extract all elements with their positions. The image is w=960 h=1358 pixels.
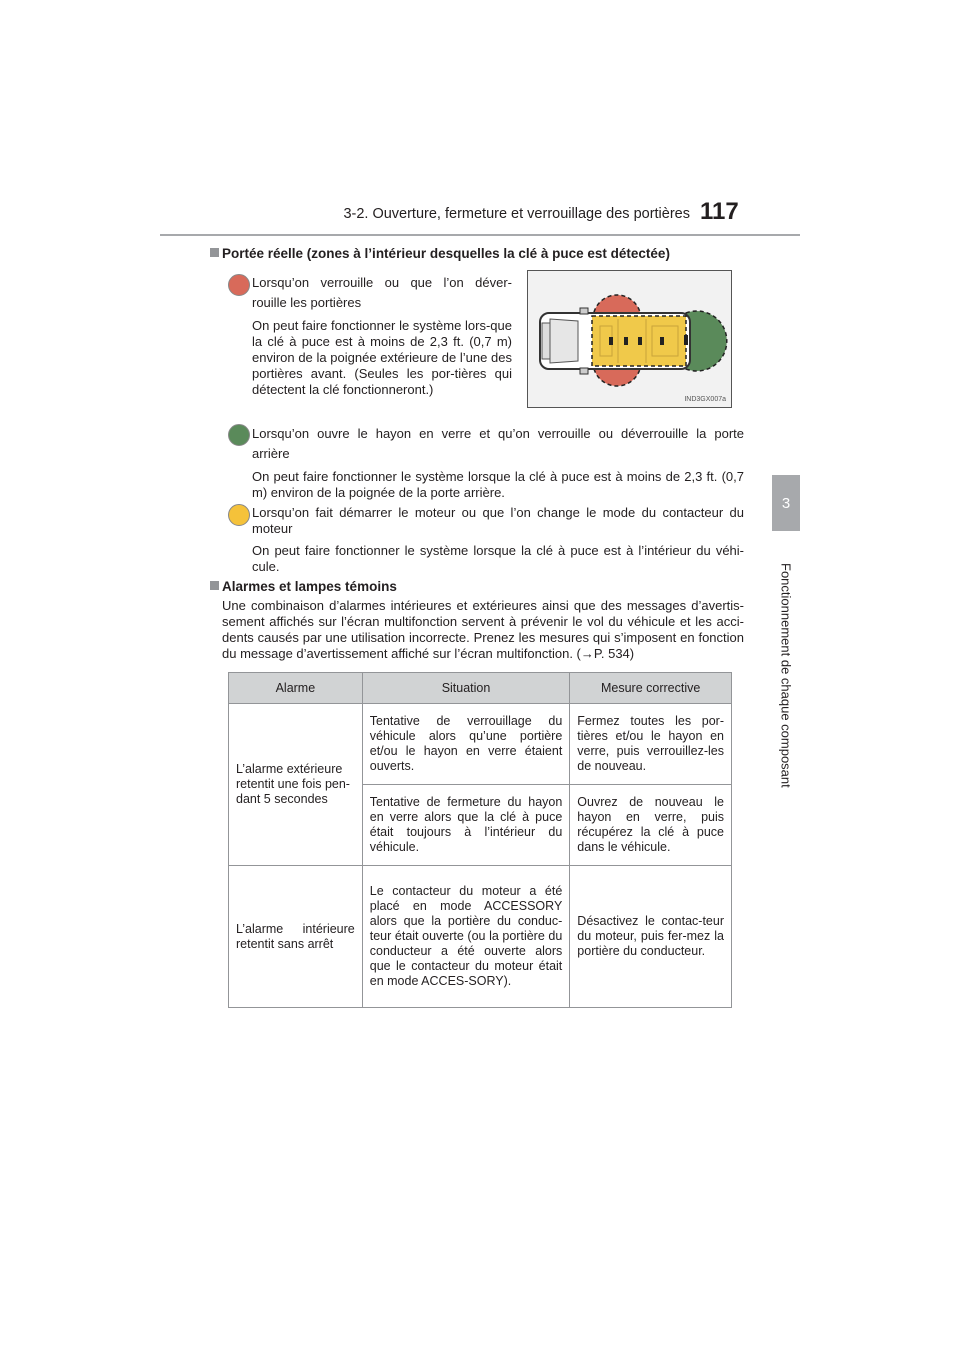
table-row <box>229 704 732 785</box>
chapter-label-text: Fonctionnement de chaque composant <box>778 562 794 788</box>
detection-range-diagram <box>527 270 732 408</box>
item-green-title-1: Lorsqu’on ouvre le hayon en verre et qu’on verrouille ou déverrouille la porte <box>252 426 744 441</box>
range-heading <box>210 246 670 261</box>
action-cell: Ouvrez de nouveau le hayon en verre, puis récupérez la clé à puce dans le véhicule. <box>570 785 732 866</box>
section-title: 3-2. Ouverture, fermeture et verrouillage des portières <box>343 206 690 222</box>
alarm-cell: L’alarme extérieure retentit une fois pen-dant 5 secondes <box>229 704 363 866</box>
item-yellow-body: On peut faire fonctionner le système lorsque la clé à puce est à l’intérieur du véhi-cule. <box>252 543 744 574</box>
alarm-heading <box>210 579 397 594</box>
alarm-table <box>228 672 732 1008</box>
green-zone-icon <box>228 424 250 446</box>
col-header-situation: Situation <box>362 673 570 704</box>
situation-cell: Tentative de fermeture du hayon en verre alors que la clé à puce était toujours à l’intérieur du véhicule. <box>362 785 570 866</box>
table-row <box>229 866 732 1008</box>
col-header-alarm: Alarme <box>229 673 363 704</box>
chapter-tab <box>772 475 800 531</box>
red-zone-icon <box>228 274 250 296</box>
item-green-body: On peut faire fonctionner le système lorsque la clé à puce est à moins de 2,3 ft. (0,7 m) environ de la poignée de la porte arrière. <box>252 469 744 500</box>
square-bullet-icon <box>210 581 219 590</box>
item-red-body: On peut faire fonctionner le système lors-que la clé à puce est à moins de 2,3 ft. (0,7 m) environ de la poignée extérieure de l’une des portières avant. (Seules les por-tières qui détectent la clé fonctionneront.) <box>252 318 512 397</box>
item-yellow-title-2: moteur <box>252 521 293 536</box>
action-cell: Fermez toutes les por-tières et/ou le hayon en verre, puis verrouillez-les de nouveau. <box>570 704 732 785</box>
chapter-label <box>772 540 800 810</box>
alarm-cell: L’alarme intérieure retentit sans arrêt <box>229 866 363 1008</box>
diagram-code: IND3GX007a <box>684 396 726 403</box>
header-divider <box>160 234 800 236</box>
situation-cell: Le contacteur du moteur a été placé en mode ACCESSORY alors que la portière du conduc-teur était ouverte (ou la portière du conducteur a été ouverte alors que le contacteur du moteur était en mode ACCES-SORY). <box>362 866 570 1008</box>
yellow-zone-icon <box>228 504 250 526</box>
alarm-heading-text: Alarmes et lampes témoins <box>222 579 397 594</box>
square-bullet-icon <box>210 248 219 257</box>
situation-cell: Tentative de verrouillage du véhicule alors qu’une portière et/ou le hayon en verre étaient ouverts. <box>362 704 570 785</box>
action-cell: Désactivez le contac-teur du moteur, puis fer-mez la portière du conducteur. <box>570 866 732 1008</box>
table-header-row <box>229 673 732 704</box>
range-heading-text: Portée réelle (zones à l’intérieur desquelles la clé à puce est détectée) <box>222 246 670 261</box>
alarm-intro: Une combinaison d’alarmes intérieures et extérieures ainsi que des messages d’avertis-sement affichés sur l’écran multifonction servent à prévenir le vol du véhicule et les acci-dents causés par une utilisation incorrecte. Prenez les mesures qui s’imposent en fonction du message d’avertissement affiché sur l’écran multifonction. (→P. 534) <box>222 598 744 661</box>
chapter-number: 3 <box>781 494 791 512</box>
item-red-title-1: Lorsqu’on verrouille ou que l’on déver- <box>252 275 512 290</box>
vehicle-top-view-icon <box>528 271 731 407</box>
item-green-title-2: arrière <box>252 446 290 461</box>
item-yellow-title-1: Lorsqu’on fait démarrer le moteur ou que l’on change le mode du contacteur du <box>252 505 744 520</box>
item-red-title-2: rouille les portières <box>252 295 362 310</box>
page-number: 117 <box>700 198 739 225</box>
col-header-action: Mesure corrective <box>570 673 732 704</box>
